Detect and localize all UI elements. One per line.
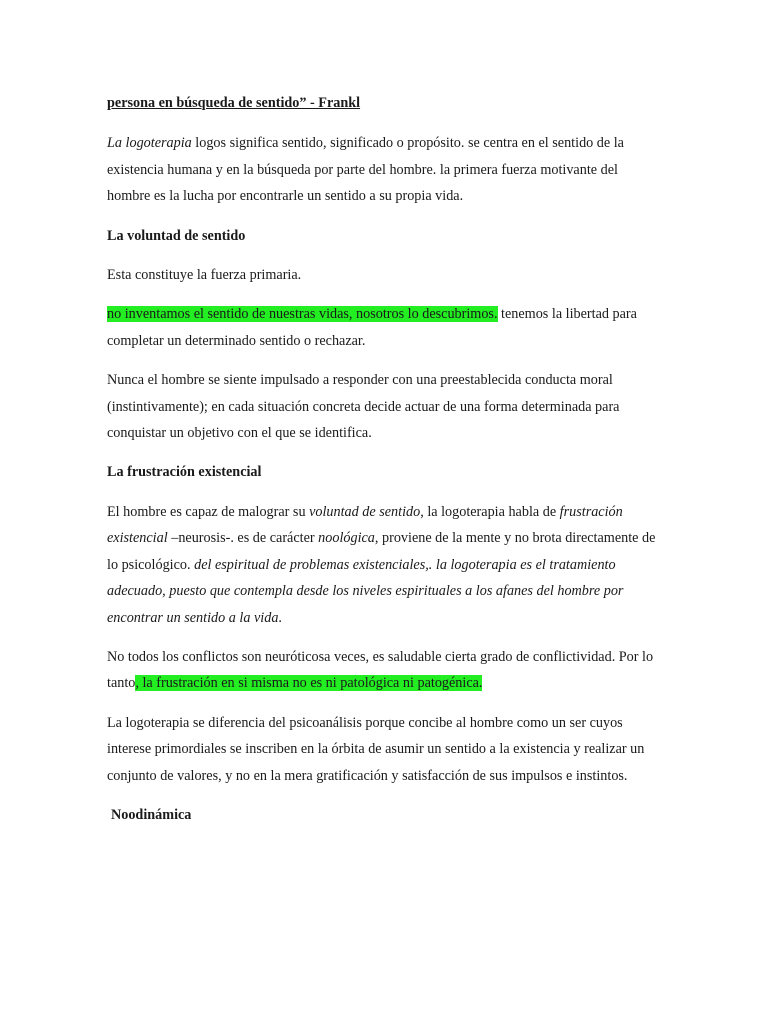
term-logoterapia: La logoterapia <box>107 135 192 152</box>
paragraph-text: –neurosis-. es de carácter <box>167 530 319 547</box>
paragraph-text: , la logoterapia habla de <box>420 503 560 520</box>
paragraph-text: El hombre es capaz de malograr su <box>107 503 310 520</box>
highlighted-text: , la frustración en si misma no es ni patológica ni patogénica. <box>135 675 483 692</box>
paragraph-text: proviene de la mente y no brota directamente de lo psicológico. <box>107 530 656 573</box>
document-title: persona en búsqueda de sentido” - Frankl <box>107 95 361 111</box>
paragraph-malograr <box>107 499 659 631</box>
heading-noodinamica: Noodinámica <box>111 806 192 823</box>
italic-passage: del espiritual de problemas existenciales,. la logoterapia es el tratamiento adecuado, puesto que contempla desde los niveles espirituales a los afanes del hombre por encontrar un sentido a la vida <box>107 556 624 626</box>
paragraph-conducta-moral: Nunca el hombre se siente impulsado a responder con una preestablecida conducta moral (instintivamente); en cada situación concreta decide actuar de una forma determinada para conquistar un objetivo con el que se identifica. <box>107 372 620 442</box>
paragraph-conflictos <box>107 644 659 697</box>
italic-term: frustración existencial <box>107 503 623 547</box>
heading-voluntad-de-sentido: La voluntad de sentido <box>107 227 246 244</box>
paragraph-text: . <box>278 609 282 626</box>
document-page <box>107 90 659 841</box>
heading-frustracion-existencial: La frustración existencial <box>107 464 262 481</box>
italic-term: voluntad de sentido <box>309 503 421 520</box>
paragraph-psicoanalisis: La logoterapia se diferencia del psicoanálisis porque concibe al hombre como un ser cuyos interese primordiales se inscriben en la órbita de asumir un sentido a la existencia y realizar un conjunto de valores, y no en la mera gratificación y satisfacción de sus impulsos e instintos. <box>107 714 645 784</box>
paragraph-text: tenemos la libertad para completar un determinado sentido o rechazar. <box>107 306 637 349</box>
paragraph-logoterapia-intro <box>107 130 659 209</box>
italic-term: noológica, <box>318 530 379 547</box>
paragraph-descubrimos <box>107 301 659 354</box>
paragraph-text: No todos los conflictos son neuróticosa veces, es saludable cierta grado de conflictividad. Por lo tanto <box>107 648 654 692</box>
paragraph-text: logos significa sentido, significado o propósito. se centra en el sentido de la existencia humana y en la búsqueda por parte del hombre. la primera fuerza motivante del hombre es la lucha por encontrarle un sentido a su propia vida. <box>107 135 624 205</box>
highlighted-text: no inventamos el sentido de nuestras vidas, nosotros lo descubrimos. <box>107 306 498 323</box>
paragraph-fuerza-primaria: Esta constituye la fuerza primaria. <box>107 267 302 284</box>
